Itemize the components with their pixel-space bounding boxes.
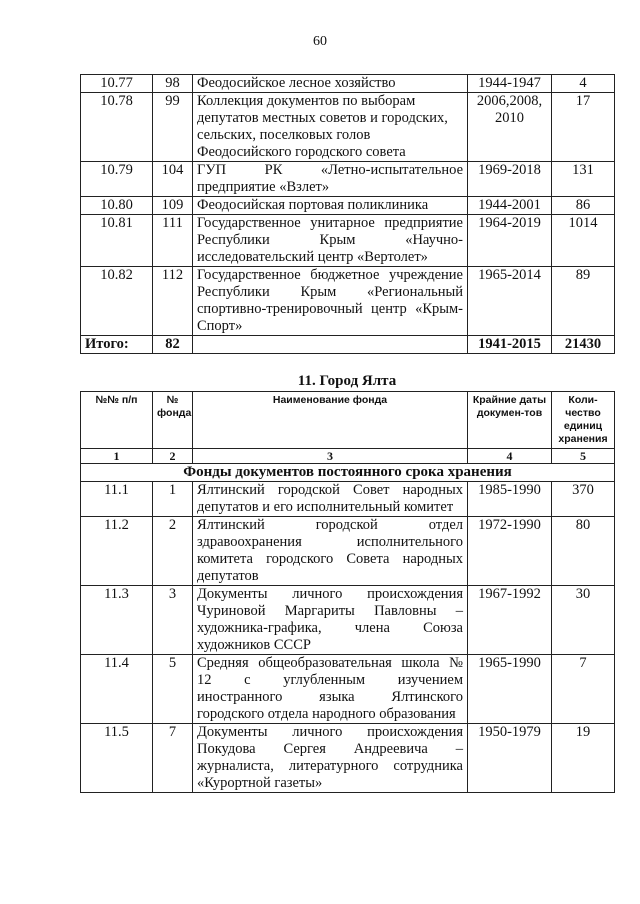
row-units: 17 <box>552 93 615 162</box>
row-units: 89 <box>552 267 615 336</box>
row-dates: 1969-2018 <box>468 162 552 197</box>
row-fund: 109 <box>153 197 193 215</box>
header-dates: Крайние даты докумен-тов <box>468 392 552 449</box>
funds-table-feodosia <box>80 74 615 354</box>
row-code: 11.5 <box>81 724 153 793</box>
row-name: Ялтинский городской отдел здравоохранения исполнительного комитета городского Совета народных депутатов <box>193 517 468 586</box>
total-dates: 1941-2015 <box>468 336 552 354</box>
row-code: 11.4 <box>81 655 153 724</box>
row-units: 131 <box>552 162 615 197</box>
table-row <box>81 215 615 267</box>
table-row <box>81 75 615 93</box>
row-fund: 104 <box>153 162 193 197</box>
column-index: 5 <box>552 449 615 464</box>
row-code: 10.78 <box>81 93 153 162</box>
row-fund: 3 <box>153 586 193 655</box>
row-code: 10.80 <box>81 197 153 215</box>
total-funds: 82 <box>153 336 193 354</box>
row-name: Документы личного происхождения Покудова Сергея Андреевича – журналиста, литературного сотрудника «Курортной газеты» <box>193 724 468 793</box>
row-dates: 1944-2001 <box>468 197 552 215</box>
row-fund: 99 <box>153 93 193 162</box>
column-index: 1 <box>81 449 153 464</box>
row-fund: 1 <box>153 482 193 517</box>
funds-table-yalta <box>80 391 615 793</box>
page-number: 60 <box>313 34 327 49</box>
column-index: 2 <box>153 449 193 464</box>
table-row <box>81 482 615 517</box>
row-code: 10.82 <box>81 267 153 336</box>
row-code: 10.79 <box>81 162 153 197</box>
row-fund: 5 <box>153 655 193 724</box>
column-index: 3 <box>193 449 468 464</box>
table-row <box>81 197 615 215</box>
row-dates: 1965-1990 <box>468 655 552 724</box>
row-name: Феодосийская портовая поликлиника <box>193 197 468 215</box>
total-units: 21430 <box>552 336 615 354</box>
column-index: 4 <box>468 449 552 464</box>
row-units: 86 <box>552 197 615 215</box>
row-fund: 7 <box>153 724 193 793</box>
group-title-row <box>81 464 615 482</box>
row-dates: 2006,2008, 2010 <box>468 93 552 162</box>
row-units: 19 <box>552 724 615 793</box>
table-row <box>81 724 615 793</box>
row-dates: 1964-2019 <box>468 215 552 267</box>
total-row <box>81 336 615 354</box>
row-code: 10.77 <box>81 75 153 93</box>
row-dates: 1944-1947 <box>468 75 552 93</box>
row-name: Ялтинский городской Совет народных депутатов и его исполнительный комитет <box>193 482 468 517</box>
row-dates: 1967-1992 <box>468 586 552 655</box>
row-code: 11.3 <box>81 586 153 655</box>
row-name: Документы личного происхождения Чуриновой Маргариты Павловны – художника-графика, члена Союза художников СССР <box>193 586 468 655</box>
header-fund: № фонда <box>153 392 193 449</box>
row-name: ГУП РК «Летно-испытательное предприятие «Взлет» <box>193 162 468 197</box>
row-dates: 1972-1990 <box>468 517 552 586</box>
header-name: Наименование фонда <box>193 392 468 449</box>
row-name: Государственное бюджетное учреждение Республики Крым «Региональный спортивно-тренировочный центр «Крым-Спорт» <box>193 267 468 336</box>
row-name: Феодосийское лесное хозяйство <box>193 75 468 93</box>
total-label: Итого: <box>81 336 153 354</box>
total-empty-cell <box>193 336 468 354</box>
row-units: 4 <box>552 75 615 93</box>
row-units: 1014 <box>552 215 615 267</box>
table-row <box>81 267 615 336</box>
row-fund: 111 <box>153 215 193 267</box>
group-title: Фонды документов постоянного срока хранения <box>81 464 615 482</box>
row-name: Средняя общеобразовательная школа № 12 с углубленным изучением иностранного языка Ялтинского городского отдела народного образования <box>193 655 468 724</box>
row-units: 80 <box>552 517 615 586</box>
table-row <box>81 93 615 162</box>
row-code: 11.2 <box>81 517 153 586</box>
row-fund: 112 <box>153 267 193 336</box>
header-code: №№ п/п <box>81 392 153 449</box>
table-row <box>81 162 615 197</box>
row-dates: 1985-1990 <box>468 482 552 517</box>
table-row <box>81 655 615 724</box>
table-header-row <box>81 392 615 449</box>
row-units: 30 <box>552 586 615 655</box>
row-name: Коллекция документов по выборам депутатов местных советов и городских, сельских, поселковых голов Феодосийского городского совета <box>193 93 468 162</box>
row-fund: 98 <box>153 75 193 93</box>
row-name: Государственное унитарное предприятие Республики Крым «Научно-исследовательский центр «Вертолет» <box>193 215 468 267</box>
table-row <box>81 517 615 586</box>
row-units: 370 <box>552 482 615 517</box>
column-index-row <box>81 449 615 464</box>
row-dates: 1965-2014 <box>468 267 552 336</box>
section-title: 11. Город Ялта <box>297 373 397 389</box>
row-fund: 2 <box>153 517 193 586</box>
row-units: 7 <box>552 655 615 724</box>
header-units: Коли-чество единиц хранения <box>552 392 615 449</box>
table-row <box>81 586 615 655</box>
row-code: 11.1 <box>81 482 153 517</box>
row-code: 10.81 <box>81 215 153 267</box>
row-dates: 1950-1979 <box>468 724 552 793</box>
